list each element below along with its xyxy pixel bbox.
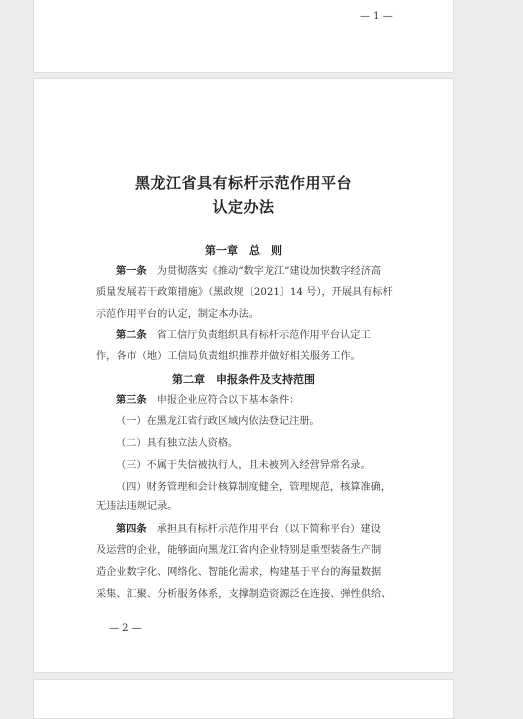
article-4-line-1	[116, 522, 426, 537]
document-page	[33, 78, 454, 673]
article-2-line-2: 作，各市（地）工信局负责组织推荐并做好相关服务工作。	[96, 351, 361, 362]
article-4-lead: 第四条	[116, 523, 147, 535]
article-3-line-1	[116, 393, 426, 408]
article-4-line-3: 造企业数字化、网络化、智能化需求，构建基于平台的海量数据	[96, 567, 382, 578]
article-2-lead: 第二条	[116, 329, 147, 341]
document-title-line-2: 认定办法	[212, 198, 275, 216]
article-2-line-1	[116, 328, 426, 343]
article-1-line-2: 质量发展若干政策措施》（黑政规〔2021〕14 号），开展具有标杆	[96, 287, 393, 298]
previous-page	[33, 0, 454, 73]
article-2-text-1: 省工信厅负责组织具有标杆示范作用平台认定工	[146, 330, 371, 341]
article-4-line-2: 及运营的企业，能够面向黑龙江省内企业特别是重型装备生产制	[96, 545, 382, 556]
article-3-text-1: 申报企业应符合以下基本条件：	[146, 395, 300, 406]
article-1-line-3: 示范作用平台的认定，制定本办法。	[96, 309, 259, 320]
page-number-top: — 1 —	[360, 11, 393, 22]
article-3-item-2: （二）具有独立法人资格。	[116, 438, 239, 449]
chapter-2-heading: 第二章 申报条件及支持范围	[172, 373, 315, 386]
article-4-text-1: 承担具有标杆示范作用平台（以下简称平台）建设	[146, 524, 381, 535]
article-1-lead: 第一条	[116, 265, 147, 277]
chapter-1-heading: 第一章 总 则	[205, 244, 282, 257]
page-number-main: — 2 —	[109, 623, 142, 634]
document-title-line-1: 黑龙江省具有标杆示范作用平台	[134, 174, 352, 192]
article-3-item-3: （三）不属于失信被执行人，且未被列入经营异常名录。	[116, 460, 371, 471]
article-4-line-4: 采集、汇聚、分析服务体系，支撑制造资源泛在连接、弹性供给、	[96, 589, 392, 600]
article-1-line-1	[116, 264, 426, 279]
article-3-item-4-line-1: （四）财务管理和会计核算制度健全，管理规范，核算准确，	[116, 482, 392, 493]
article-1-text-1: 为贯彻落实《推动“数字龙江”建设加快数字经济高	[146, 266, 382, 277]
next-page	[33, 679, 454, 719]
article-3-item-4-line-2: 无违法违规记录。	[96, 501, 178, 512]
article-3-item-1: （一）在黑龙江省行政区域内依法登记注册。	[116, 416, 320, 427]
article-3-lead: 第三条	[116, 394, 147, 406]
